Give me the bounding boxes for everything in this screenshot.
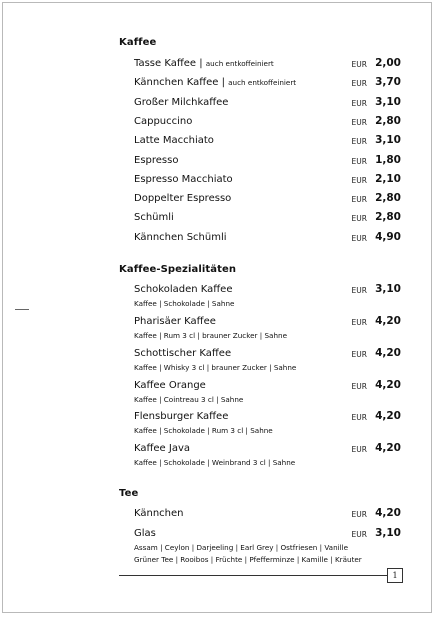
item-currency: EUR — [351, 445, 367, 454]
item-price: 3,10 — [375, 134, 401, 146]
menu-item — [134, 116, 401, 127]
item-currency: EUR — [351, 99, 367, 108]
item-price: 3,10 — [375, 96, 401, 108]
page-number: 1 — [387, 568, 403, 583]
item-name: Espresso Macchiato — [134, 174, 233, 185]
item-price: 2,80 — [375, 211, 401, 223]
item-price: 2,00 — [375, 57, 401, 69]
item-note: auch entkoffeiniert — [228, 78, 297, 87]
menu-item — [134, 284, 401, 308]
section-title-kaffee: Kaffee — [119, 37, 157, 48]
item-name: Schottischer Kaffee — [134, 348, 232, 359]
item-currency: EUR — [351, 157, 367, 166]
item-name: Kännchen Schümli — [134, 232, 227, 243]
item-currency: EUR — [351, 318, 367, 327]
item-name: Espresso — [134, 155, 179, 166]
menu-item — [134, 174, 401, 185]
item-name: Latte Macchiato — [134, 135, 214, 146]
item-name: Tasse Kaffee | — [134, 58, 203, 69]
item-name: Cappuccino — [134, 116, 193, 127]
item-currency: EUR — [351, 234, 367, 243]
item-currency: EUR — [351, 79, 367, 88]
menu-page — [2, 2, 432, 613]
item-currency: EUR — [351, 118, 367, 127]
menu-item — [134, 411, 401, 435]
item-name: Kaffee Orange — [134, 380, 206, 391]
menu-item — [134, 58, 401, 69]
item-currency: EUR — [351, 413, 367, 422]
item-currency: EUR — [351, 382, 367, 391]
item-currency: EUR — [351, 60, 367, 69]
item-price: 1,80 — [375, 154, 401, 166]
menu-item — [134, 316, 401, 340]
item-name: Schümli — [134, 212, 174, 223]
menu-item — [134, 528, 401, 564]
item-currency: EUR — [351, 530, 367, 539]
item-price: 2,10 — [375, 173, 401, 185]
item-price: 4,20 — [375, 442, 401, 454]
item-name: Schokoladen Kaffee — [134, 284, 233, 295]
item-name: Flensburger Kaffee — [134, 411, 229, 422]
item-price: 2,80 — [375, 115, 401, 127]
item-price: 4,20 — [375, 315, 401, 327]
menu-item — [134, 212, 401, 223]
item-price: 2,80 — [375, 192, 401, 204]
menu-item — [134, 380, 401, 404]
item-name: Großer Milchkaffee — [134, 97, 229, 108]
item-price: 4,20 — [375, 507, 401, 519]
item-description: Assam | Ceylon | Darjeeling | Earl Grey | Ostfriesen | Vanille — [134, 543, 349, 552]
item-note: auch entkoffeiniert — [205, 59, 274, 68]
item-currency: EUR — [351, 137, 367, 146]
item-currency: EUR — [351, 195, 367, 204]
item-description: Kaffee | Schokolade | Weinbrand 3 cl | Sahne — [134, 458, 296, 467]
item-name: Doppelter Espresso — [134, 193, 232, 204]
menu-item — [134, 348, 401, 372]
item-name: Kännchen — [134, 508, 184, 519]
menu-item — [134, 232, 401, 243]
section-title-kaffee-spezialitaeten: Kaffee-Spezialitäten — [119, 264, 237, 275]
item-currency: EUR — [351, 176, 367, 185]
item-currency: EUR — [351, 510, 367, 519]
item-description: Kaffee | Schokolade | Rum 3 cl | Sahne — [134, 426, 273, 435]
item-name: Kaffee Java — [134, 443, 191, 454]
item-description: Kaffee | Cointreau 3 cl | Sahne — [134, 395, 244, 404]
item-price: 4,20 — [375, 410, 401, 422]
item-price: 4,20 — [375, 347, 401, 359]
item-name: Kännchen Kaffee | — [134, 77, 225, 88]
item-price: 3,10 — [375, 527, 401, 539]
item-description: Kaffee | Rum 3 cl | brauner Zucker | Sahne — [134, 331, 287, 340]
menu-item — [134, 97, 401, 108]
item-currency: EUR — [351, 286, 367, 295]
item-price: 4,20 — [375, 379, 401, 391]
item-description-line-2: Grüner Tee | Rooibos | Früchte | Pfefferminze | Kamille | Kräuter — [134, 555, 362, 564]
footer-rule — [119, 575, 387, 576]
item-price: 4,90 — [375, 231, 401, 243]
menu-item — [134, 155, 401, 166]
menu-item — [134, 508, 401, 519]
margin-mark — [15, 309, 29, 310]
item-name: Pharisäer Kaffee — [134, 316, 216, 327]
menu-item — [134, 77, 401, 88]
item-name: Glas — [134, 528, 156, 539]
menu-item — [134, 135, 401, 146]
item-description: Kaffee | Whisky 3 cl | brauner Zucker | Sahne — [134, 363, 297, 372]
item-currency: EUR — [351, 214, 367, 223]
menu-item — [134, 443, 401, 467]
item-price: 3,10 — [375, 283, 401, 295]
item-price: 3,70 — [375, 76, 401, 88]
section-title-tee: Tee — [119, 488, 139, 499]
item-description: Kaffee | Schokolade | Sahne — [134, 299, 235, 308]
item-currency: EUR — [351, 350, 367, 359]
menu-item — [134, 193, 401, 204]
